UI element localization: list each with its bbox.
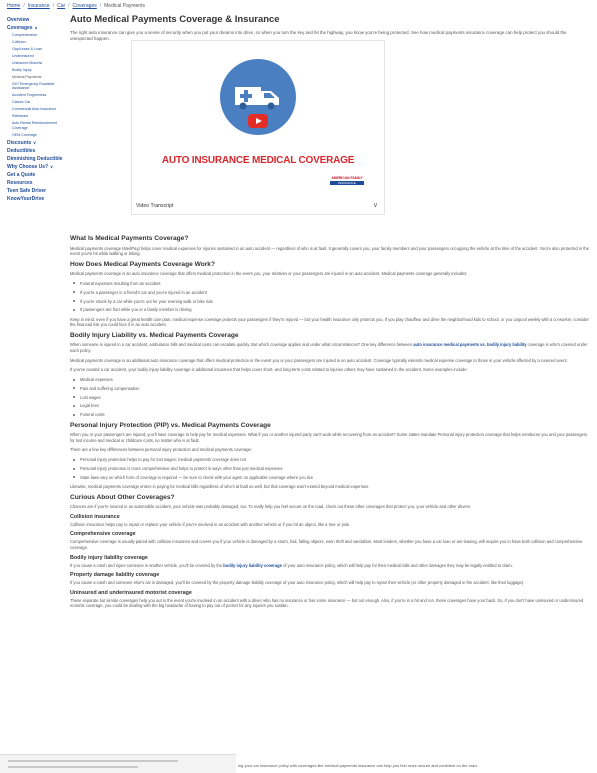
sidebar-item-label: Comprehensive: [12, 33, 38, 37]
list-item: Legal fees: [70, 403, 592, 408]
video-card[interactable]: [131, 40, 385, 215]
logo-line-2: INSURANCE: [330, 181, 364, 185]
sidebar-item-label: Overview: [7, 17, 30, 23]
sidebar-item[interactable]: [12, 68, 63, 72]
list-item: Funeral costs: [70, 412, 592, 417]
inline-link[interactable]: auto insurance medical payments vs. bodily injury liability: [413, 342, 527, 348]
list-item: Medical expenses: [70, 377, 592, 382]
section-heading: How Does Medical Payments Coverage Work?: [70, 260, 215, 268]
sidebar-item-label: Discounts: [7, 139, 32, 146]
sidebar-item[interactable]: [12, 47, 63, 51]
sidebar-item-label: Why Choose Us?: [7, 163, 49, 170]
chevron-down-icon[interactable]: ∨: [33, 139, 37, 145]
sidebar-item[interactable]: [7, 172, 63, 178]
sidebar-item-label: Resources: [7, 179, 33, 186]
paragraph: Medical payments coverage (MedPay) helps cover medical expenses for injuries sustained in an auto accident — regardless of who is at fault. It generally covers you, your family members and your passengers occupying the vehicle at the time of the accident. You're also protected in the event you're hit while walking or biking.: [70, 245, 589, 257]
chat-widget[interactable]: [0, 754, 236, 773]
sidebar-item[interactable]: [12, 40, 63, 44]
intro-text: The right auto insurance can give you a sense of security when you put your dreams into drive, so when you turn the key and hit the highway, you know you're being protected. See how medical payments insurance coverage can help protect you should the unexpected happen.: [70, 30, 567, 42]
breadcrumb-item[interactable]: Home: [7, 3, 21, 9]
paragraph: If you've caused a car accident, your bodily injury liability coverage is additional insurance that helps cover short- and long-term costs related to injuries others may have sustained in the accident. Some examples include:: [70, 367, 468, 373]
sidebar-item[interactable]: [12, 75, 63, 79]
chevron-down-icon[interactable]: ∨: [50, 163, 54, 169]
breadcrumb-item[interactable]: Car: [57, 3, 66, 9]
sidebar-item[interactable]: [7, 164, 63, 170]
breadcrumb-item[interactable]: Coverages: [72, 3, 97, 9]
sidebar-item-label: KnowYourDrive: [7, 195, 45, 202]
ambulance-icon: [233, 81, 283, 111]
sidebar-nav: [7, 17, 63, 204]
sidebar-item[interactable]: [7, 188, 63, 194]
paragraph: Medical payments coverage is an additional auto insurance coverage that offers medical protection in the event you or your passengers are injured in an auto accident. Coverage typically extends medical expense coverage to those in your vehicle affected by a covered event.: [70, 357, 568, 363]
section-heading: Bodily Injury Liability vs. Medical Payments Coverage: [70, 331, 239, 339]
closing-text: ing your car insurance policy with coverages like medical payments insurance can help you feel more secure and confident on the road.: [238, 763, 478, 768]
breadcrumb-item[interactable]: Insurance: [27, 3, 50, 9]
sidebar-item[interactable]: [12, 100, 63, 104]
sidebar-item-label: Coverages: [7, 25, 33, 31]
paragraph: When you or your passengers are injured, you'll have coverage to help pay for medical expenses. What if you or another injured party can't work while recovering from an accident? Some states mandate Personal injury protection coverage that helps reimburse you and your passengers for lost income and medical or childcare costs, no matter who is at fault.: [70, 432, 588, 443]
sidebar-item-label: OEM Coverage: [12, 132, 37, 137]
paragraph: These separate but similar coverages help you out in the event you're involved in an accident with a driver who has no insurance or has some insurance — but not enough. Also, if you're in a hit and run, these coverages have your back. So, if you don't have uninsured or underinsured motorist coverage, you could be dealing with the big headache of having to pay out of pocket for any injuries you sustain.: [70, 597, 584, 609]
chat-line: [8, 760, 178, 762]
paragraph: If you cause a crash and injure someone in another vehicle, you'll be covered by the bodily injury liability coverage of your auto insurance policy, which will help pay for their medical bills and other damages they may be legally entitled to claim.: [70, 562, 513, 568]
sidebar-item[interactable]: [12, 121, 63, 130]
sidebar-item-label: Get a Quote: [7, 171, 36, 178]
section-heading: Personal Injury Protection (PIP) vs. Medical Payments Coverage: [70, 421, 271, 429]
sidebar-item[interactable]: [12, 61, 63, 65]
bullet-list: [70, 457, 592, 480]
breadcrumb-separator: /: [23, 3, 25, 9]
paragraph: Comprehensive coverage is usually paired with collision insurance and covers you if your vehicle is damaged by a storm, hail, falling objects, even theft and vandalism. Most lenders, whether you have a car loan or are leasing, will require you to have both collision and comprehensive coverage.: [70, 539, 583, 550]
sidebar-item-label: 24/7 Emergency Roadside Assistance: [12, 82, 55, 91]
logo-line-1: AMERICAN FAMILY: [331, 176, 363, 180]
sidebar-item[interactable]: [12, 133, 63, 137]
inline-link[interactable]: bodily injury liability coverage: [223, 562, 282, 568]
list-item: Funeral expenses resulting from an accident: [70, 281, 592, 286]
sidebar-item[interactable]: [7, 180, 63, 186]
sidebar-item[interactable]: [12, 82, 63, 91]
list-item: If you're struck by a car while you're out for your evening walk or bike ride: [70, 299, 592, 304]
sidebar-item[interactable]: [7, 156, 63, 162]
chevron-down-icon[interactable]: ∨: [372, 202, 378, 209]
list-item: Personal injury protection helps to pay for lost wages; medical payments coverage does not: [70, 457, 592, 462]
breadcrumb: [7, 3, 145, 9]
paragraph: If you cause a crash and someone else's car is damaged, you'll be covered by the property damage liability coverage of your auto insurance policy, which will help pay to repair their vehicle (or other property damaged in the accident, like their luggage).: [70, 580, 525, 586]
section-heading: Comprehensive coverage: [70, 531, 136, 538]
sidebar-item[interactable]: [12, 33, 63, 37]
section-heading: What Is Medical Payments Coverage?: [70, 235, 189, 242]
list-item: Personal injury protection is more comprehensive and helps to protect in ways other than just medical expenses: [70, 466, 592, 471]
bullet-list: [70, 281, 592, 313]
section-heading: Uninsured and underinsured motorist coverage: [70, 589, 192, 596]
video-transcript-toggle[interactable]: Video Transcript: [136, 203, 174, 209]
list-item: Lost wages: [70, 395, 592, 400]
sidebar-item-label: Bodily Injury: [12, 68, 32, 72]
bullet-list: [70, 377, 592, 418]
sidebar-item-label: Gap/Lease & Loan: [12, 47, 42, 51]
sidebar-item-label: Rideshare: [12, 114, 29, 119]
sidebar-item-label: Classic Car: [12, 100, 31, 105]
page-title: Auto Medical Payments Coverage & Insurance: [70, 14, 280, 25]
breadcrumb-item: Medical Payments: [104, 3, 145, 9]
sidebar-item[interactable]: [7, 148, 63, 154]
paragraph: Likewise, medical payments coverage enters in paying for medical bills regardless of who's at fault as well, but that coverage won't extend beyond medical expenses.: [70, 484, 370, 490]
sidebar-item-label: Medical Payments: [12, 75, 42, 79]
sidebar-item[interactable]: [7, 25, 63, 31]
video-thumbnail[interactable]: [132, 41, 384, 197]
american-family-logo: [330, 176, 364, 188]
sidebar-item[interactable]: [12, 107, 63, 111]
sidebar-item-label: Teen Safe Driver: [7, 187, 47, 194]
list-item: Pain and suffering compensation: [70, 386, 592, 391]
sidebar-item-label: Underinsured: [12, 54, 34, 58]
sidebar-item[interactable]: [7, 17, 63, 23]
sidebar-item[interactable]: [12, 93, 63, 97]
chat-line: [8, 766, 138, 768]
sidebar-item-label: Commercial Auto Insurance: [12, 107, 57, 112]
sidebar-item[interactable]: [12, 114, 63, 118]
main-header: [70, 14, 590, 42]
paragraph: Medical payments coverage is an auto insurance coverage that offers medical protection in the event you, your relatives or your passengers are injured in an auto accident. Medical payments coverage generally includes:: [70, 271, 468, 277]
play-button[interactable]: [248, 114, 268, 128]
sidebar-item[interactable]: [12, 54, 63, 58]
sidebar-item-label: Auto Rental Reimbursement Coverage: [12, 121, 58, 130]
sidebar-item[interactable]: [7, 196, 63, 202]
section-heading: Curious About Other Coverages?: [70, 493, 175, 501]
breadcrumb-separator: /: [68, 3, 70, 9]
sidebar-item-label: Diminishing Deductible: [7, 155, 63, 162]
paragraph: There are a few key differences between personal injury protection and medical payments coverage:: [70, 447, 252, 453]
paragraph: When someone is injured in a car accident, ambulance bills and medical costs can escalate quickly. But which coverage applies and under what circumstances? One key difference between auto insurance medical payments vs. bodily injury liability coverage is who's covered under each policy.: [70, 342, 588, 354]
list-item: State laws vary on which form of coverage is required — be sure to check with your agent on applicable coverage where you live: [70, 475, 592, 480]
breadcrumb-separator: /: [52, 3, 55, 9]
sidebar-item-label: Deductibles: [7, 147, 36, 154]
list-item: If you're a passenger in a friend's car and you're injured in an accident: [70, 290, 592, 295]
breadcrumb-separator: /: [99, 3, 102, 9]
section-heading: Property damage liability coverage: [70, 572, 160, 579]
sidebar-item-label: Uninsured Motorist: [12, 61, 43, 65]
list-item: If passengers are hurt while you or a family member is driving: [70, 307, 592, 312]
article-content: [70, 235, 592, 613]
paragraph: Keep in mind, even if you have a great health care plan, medical expense coverage protects your passengers if they're injured — but your health insurance only protects you. If you play chauffeur and drive the neighborhood kids to school, or you carpool weekly with a co-worker, consider the financial risk you could face if in an auto accident.: [70, 316, 589, 328]
chevron-up-icon[interactable]: ∧: [34, 25, 38, 30]
paragraph: Chances are if you're insured in an automobile accident, your vehicle was probably damaged, too. To really help you feel secure on the road, check out these other coverages that protect you, your vehicle and other drivers.: [70, 504, 472, 510]
section-heading: Bodily injury liability coverage: [70, 554, 148, 561]
sidebar-item[interactable]: [7, 140, 63, 146]
video-caption: AUTO INSURANCE MEDICAL COVERAGE: [161, 155, 355, 166]
section-heading: Collision insurance: [70, 513, 120, 520]
paragraph: Collision insurance helps pay to repair or replace your vehicle if you're involved in an accident with another vehicle or if you hit an object, like a tree or pole.: [70, 521, 351, 527]
sidebar-item-label: Collision: [12, 40, 26, 44]
sidebar-item-label: Accident Forgiveness: [12, 93, 47, 98]
